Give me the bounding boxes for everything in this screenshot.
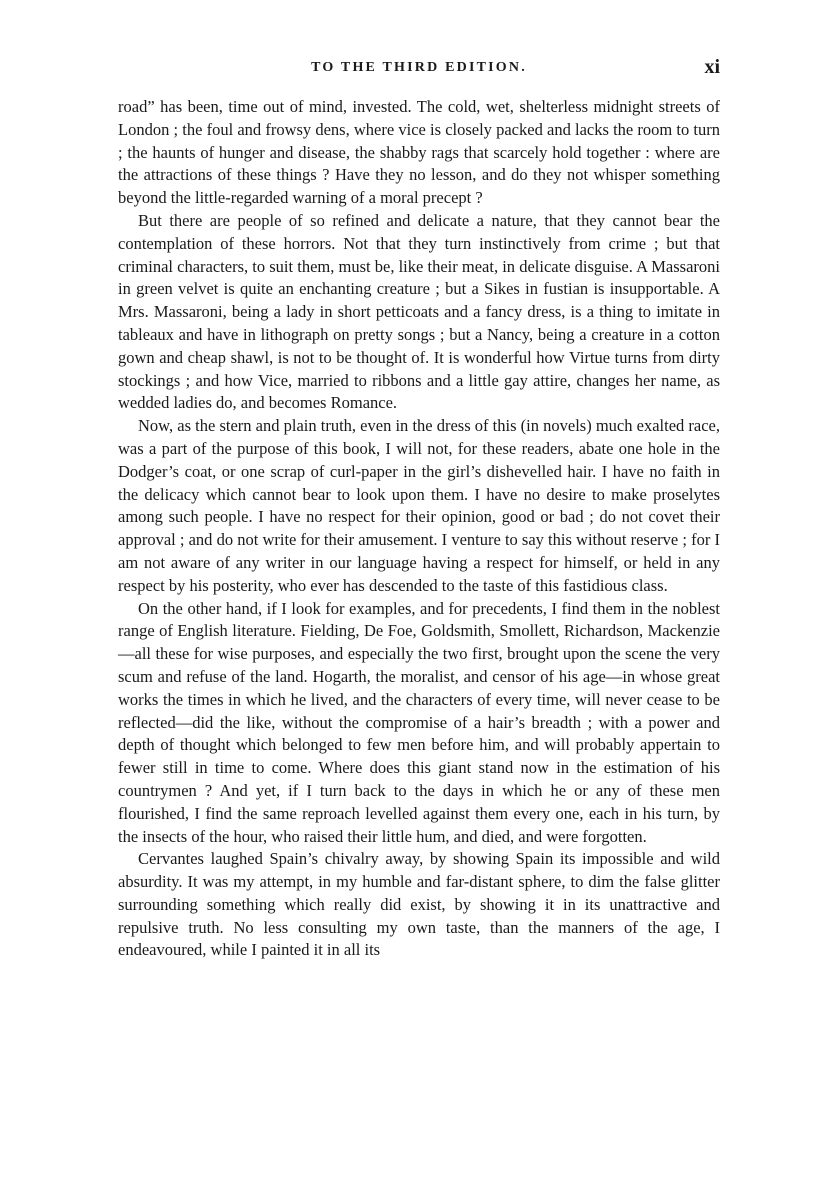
running-title: TO THE THIRD EDITION. [311,60,527,75]
page-number: xi [704,56,720,78]
running-head [118,58,720,82]
paragraph: But there are people of so refined and delicate a nature, that they cannot bear the contemplation of these horrors. Not that they turn instinctively from crime ; but that criminal characters, to suit them, must be, like their meat, in delicate disguise. A Massaroni in green velvet is quite an enchanting creature ; but a Sikes in fustian is insupportable. A Mrs. Massaroni, being a lady in short petticoats and a fancy dress, is a thing to imitate in tableaux and have in lithograph on pretty songs ; but a Nancy, being a creature in a cotton gown and cheap shawl, is not to be thought of. It is wonderful how Virtue turns from dirty stockings ; and how Vice, married to ribbons and a little gay attire, changes her name, as wedded ladies do, and becomes Romance. [118,210,720,413]
paragraph: Cervantes laughed Spain’s chivalry away, by showing Spain its impossible and wild absurdity. It was my attempt, in my humble and far-distant sphere, to dim the false glitter surrounding something which really did exist, by showing it in its unattractive and repulsive truth. No less consulting my own taste, than the manners of the age, I endeavoured, while I painted it in all its [118,849,720,960]
paragraph: On the other hand, if I look for examples, and for precedents, I find them in the noblest range of English literature. Fielding, De Foe, Goldsmith, Smollett, Richardson, Mackenzie—all these for wise purposes, and especially the two first, brought upon the scene the very scum and refuse of the land. Hogarth, the moralist, and censor of his age—in whose great works the times in which he lived, and the characters of every time, will never cease to be reflected—did the like, without the compromise of a hair’s breadth ; with a power and depth of thought which belonged to few men before him, and will probably appertain to fewer still in time to come. Where does this giant stand now in the estimation of his countrymen ? And yet, if I turn back to the days in which he or any of these men flourished, I find the same reproach levelled against them every one, each in his turn, by the insects of the hour, who raised their little hum, and died, and were forgotten. [118,598,720,846]
paragraph-continued: road” has been, time out of mind, invested. The cold, wet, shelterless midnight streets of London ; the foul and frowsy dens, where vice is closely packed and lacks the room to turn ; the haunts of hunger and disease, the shabby rags that scarcely hold together : where are the attractions of these things ? Have they no lesson, and do they not whisper something beyond the little-regarded warning of a moral precept ? [118,97,720,208]
body-text [118,96,720,962]
paragraph: Now, as the stern and plain truth, even in the dress of this (in novels) much exalted race, was a part of the purpose of this book, I will not, for these readers, abate one hole in the Dodger’s coat, or one scrap of curl-paper in the girl’s dishevelled hair. I have no faith in the delicacy which cannot bear to look upon them. I have no desire to make proselytes among such people. I have no respect for their opinion, good or bad ; do not covet their approval ; and do not write for their amusement. I venture to say this without reserve ; for I am not aware of any writer in our language having a respect for himself, or held in any respect by his posterity, who ever has descended to the taste of this fastidious class. [118,416,720,595]
